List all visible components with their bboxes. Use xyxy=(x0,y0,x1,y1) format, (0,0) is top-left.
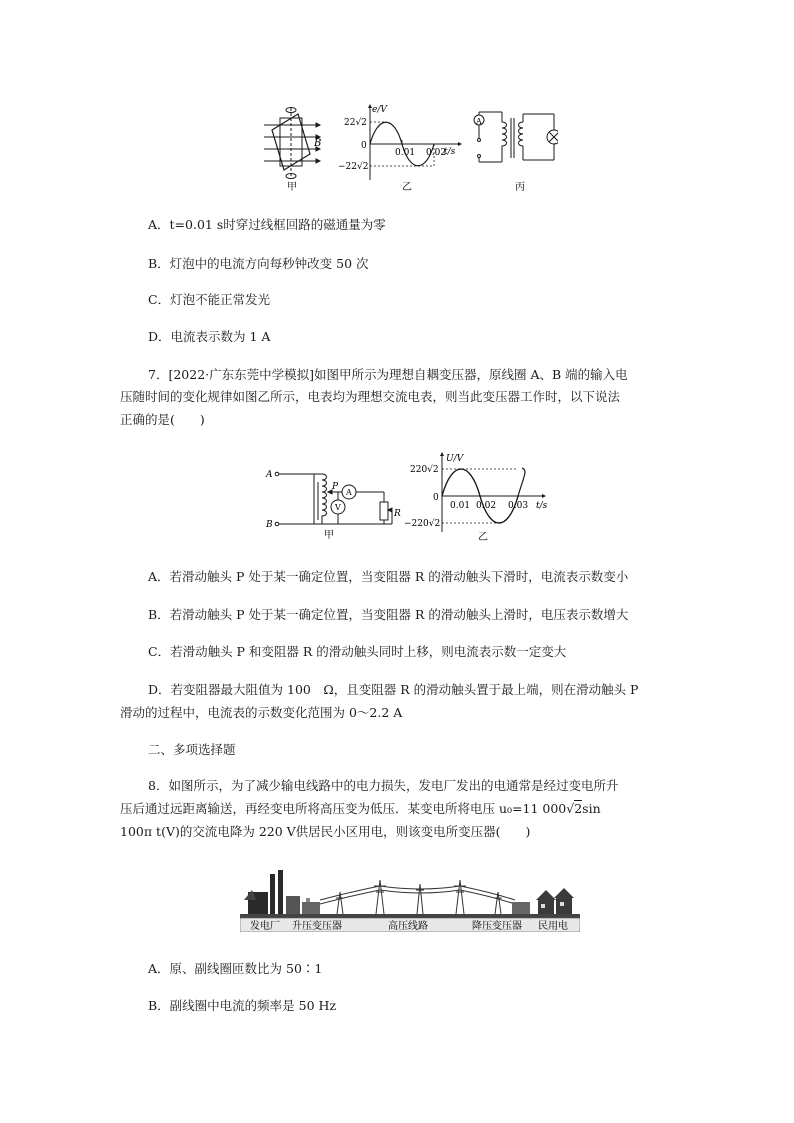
q6-option-d: D．电流表示数为 1 A xyxy=(148,329,271,344)
voltage-tick-0.02: 0.02 xyxy=(476,501,497,511)
q6-option-a: A．t=0.01 s时穿过线框回路的磁通量为零 xyxy=(148,217,386,232)
step-up-transformer-icon xyxy=(302,898,320,914)
q8-stem-line-2b: sin xyxy=(582,801,601,816)
voltage-axis-x: t/s xyxy=(536,501,548,511)
q6-option-b: B．灯泡中的电流方向每秒钟改变 50 次 xyxy=(148,256,369,271)
q8-stem-line-2a: 压后通过远距离输送，再经变电所将高压变为低压．某变电所将电压 u₀=11 000 xyxy=(120,801,567,816)
q7-stem-line-1: 7．[2022·广东东莞中学模拟]如图甲所示为理想自耦变压器，原线圈 A、B 端的输入电 xyxy=(148,367,628,382)
q7-option-a: A．若滑动触头 P 处于某一确定位置，当变阻器 R 的滑动触头下滑时，电流表示数变小 xyxy=(148,569,629,584)
sqrt-sign: √ xyxy=(566,801,575,816)
resistor-R-label: R xyxy=(394,509,401,519)
voltage-axis-y: U/V xyxy=(446,454,464,464)
figure-2-jia-caption: 甲 xyxy=(324,530,334,541)
q7-option-d-line-1: D．若变阻器最大阻值为 100 Ω，且变阻器 R 的滑动触头置于最上端，则在滑动触头 P xyxy=(148,682,639,697)
q7-option-d-line-2: 滑动的过程中，电流表的示数变化范围为 0～2.2 A xyxy=(120,705,403,720)
q7-option-b: B．若滑动触头 P 处于某一确定位置，当变阻器 R 的滑动触头上滑时，电压表示数增大 xyxy=(148,607,629,622)
high-voltage-towers xyxy=(320,880,515,914)
emf-axis-y: e/V xyxy=(372,105,387,115)
ground-strip xyxy=(240,914,580,918)
emf-axis-x: t/s xyxy=(444,147,456,157)
figure-1-jia-caption: 甲 xyxy=(287,182,297,193)
power-transmission-svg xyxy=(240,860,580,932)
figure-1-svg xyxy=(258,100,558,195)
q7-option-c: C．若滑动触头 P 和变阻器 R 的滑动触头同时上移，则电流表示数一定变大 xyxy=(148,644,567,659)
figure-2-yi-caption: 乙 xyxy=(478,532,488,543)
q8-stem-line-3: 100π t(V)的交流电降为 220 V供居民小区用电，则该变电所变压器( ) xyxy=(120,824,531,839)
voltage-graph xyxy=(440,452,546,532)
q7-stem-line-3: 正确的是( ) xyxy=(120,412,205,427)
section-2-title: 二、多项选择题 xyxy=(148,742,236,757)
figure-3 xyxy=(240,860,580,932)
figure-1-yi-caption: 乙 xyxy=(402,182,412,193)
voltage-peak-neg: −220√2 xyxy=(404,519,441,529)
q6-option-c: C．灯泡不能正常发光 xyxy=(148,292,271,307)
coil-diagram xyxy=(264,108,320,179)
q7-stem-line-2: 压随时间的变化规律如图乙所示，电表均为理想交流电表，则当此变压器工作时，以下说法 xyxy=(120,389,621,404)
emf-tick-0.02: 0.02 xyxy=(426,148,447,158)
voltage-tick-0.03: 0.03 xyxy=(508,501,529,511)
step-down-transformer-icon xyxy=(512,902,530,914)
figure-1 xyxy=(258,100,558,195)
sqrt-content: 2 xyxy=(574,801,583,816)
emf-peak-pos: 22√2 xyxy=(344,118,367,128)
label-step-down-transformer: 降压变压器 xyxy=(472,921,522,932)
figure-2-svg xyxy=(262,452,562,544)
power-plant-icon xyxy=(244,870,300,914)
terminal-B-label: B xyxy=(266,520,273,530)
emf-zero: 0 xyxy=(361,141,367,151)
transformer-circuit xyxy=(474,112,558,162)
q8-stem-line-2 xyxy=(120,800,601,818)
label-high-voltage-line: 高压线路 xyxy=(388,921,428,932)
voltage-zero: 0 xyxy=(433,493,439,503)
ammeter-label: A xyxy=(476,117,482,126)
emf-graph xyxy=(368,104,462,180)
ammeter-A-label: A xyxy=(346,488,352,497)
label-step-up-transformer: 升压变压器 xyxy=(292,921,342,932)
figure-1-bing-caption: 丙 xyxy=(515,182,525,193)
field-B-label: B xyxy=(314,138,322,149)
label-power-plant: 发电厂 xyxy=(250,921,280,932)
label-residential-power: 民用电 xyxy=(538,921,568,932)
emf-tick-0.01: 0.01 xyxy=(395,148,416,158)
emf-peak-neg: −22√2 xyxy=(338,162,369,172)
slider-P-label: P xyxy=(332,482,339,492)
voltage-peak-pos: 220√2 xyxy=(410,465,439,475)
residential-houses-icon xyxy=(536,888,574,914)
q8-option-a: A．原、副线圈匝数比为 50∶1 xyxy=(148,961,323,976)
figure-2 xyxy=(262,452,562,544)
q8-stem-line-1: 8．如图所示，为了减少输电线路中的电力损失，发电厂发出的电通常是经过变电所升 xyxy=(148,778,619,793)
q8-option-b: B．副线圈中电流的频率是 50 Hz xyxy=(148,998,337,1013)
terminal-A-label: A xyxy=(266,470,273,480)
voltmeter-V-label: V xyxy=(335,503,341,512)
voltage-tick-0.01: 0.01 xyxy=(450,501,471,511)
autotransformer-circuit xyxy=(275,472,392,526)
